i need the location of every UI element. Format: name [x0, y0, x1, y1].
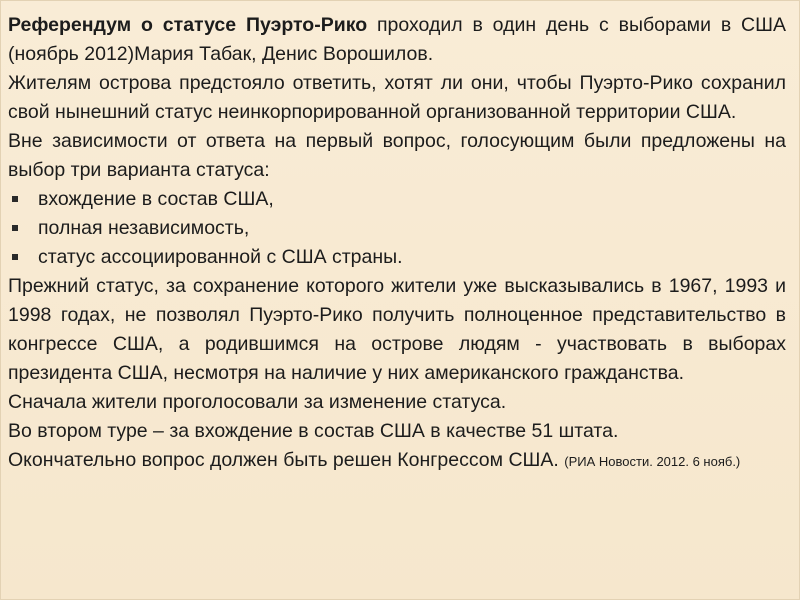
list-item	[8, 185, 786, 214]
intro-paragraph	[8, 11, 786, 69]
first-vote-paragraph: Сначала жители проголосовали за изменение статуса.	[8, 391, 507, 413]
option-text: вхождение в состав США,	[38, 188, 274, 210]
bullet-icon	[12, 225, 18, 231]
source-citation: (РИА Новости. 2012. 6 нояб.)	[564, 454, 741, 469]
intro-text: проходил в один день с выборами в США (ноябрь 2012)Мария Табак, Денис Ворошилов.	[8, 14, 786, 65]
bullet-icon	[12, 196, 18, 202]
second-round-paragraph: Во втором туре – за вхождение в состав США в качестве 51 штата.	[8, 420, 619, 442]
conclusion-text: Окончательно вопрос должен быть решен Конгрессом США.	[8, 449, 559, 471]
list-item	[8, 243, 786, 272]
option-text: полная независимость,	[38, 217, 250, 239]
list-item	[8, 214, 786, 243]
option-text: статус ассоциированной с США страны.	[38, 246, 403, 268]
conclusion-paragraph	[8, 446, 786, 476]
bullet-icon	[12, 254, 18, 260]
question-paragraph: Жителям острова предстояло ответить, хотят ли они, чтобы Пуэрто-Рико сохранил свой нынешний статус неинкорпорированной организованной территории США.	[8, 72, 786, 123]
intro-title: Референдум о статусе Пуэрто-Рико	[8, 14, 368, 36]
options-list	[8, 185, 786, 272]
options-intro-paragraph: Вне зависимости от ответа на первый вопрос, голосующим были предложены на выбор три варианта статуса:	[8, 130, 786, 181]
history-paragraph: Прежний статус, за сохранение которого жители уже высказывались в 1967, 1993 и 1998 годах, не позволял Пуэрто-Рико получить полноценное представительство в конгрессе США, а родившимся на острове людям - участвовать в выборах президента США, несмотря на наличие у них американского гражданства.	[8, 275, 786, 384]
